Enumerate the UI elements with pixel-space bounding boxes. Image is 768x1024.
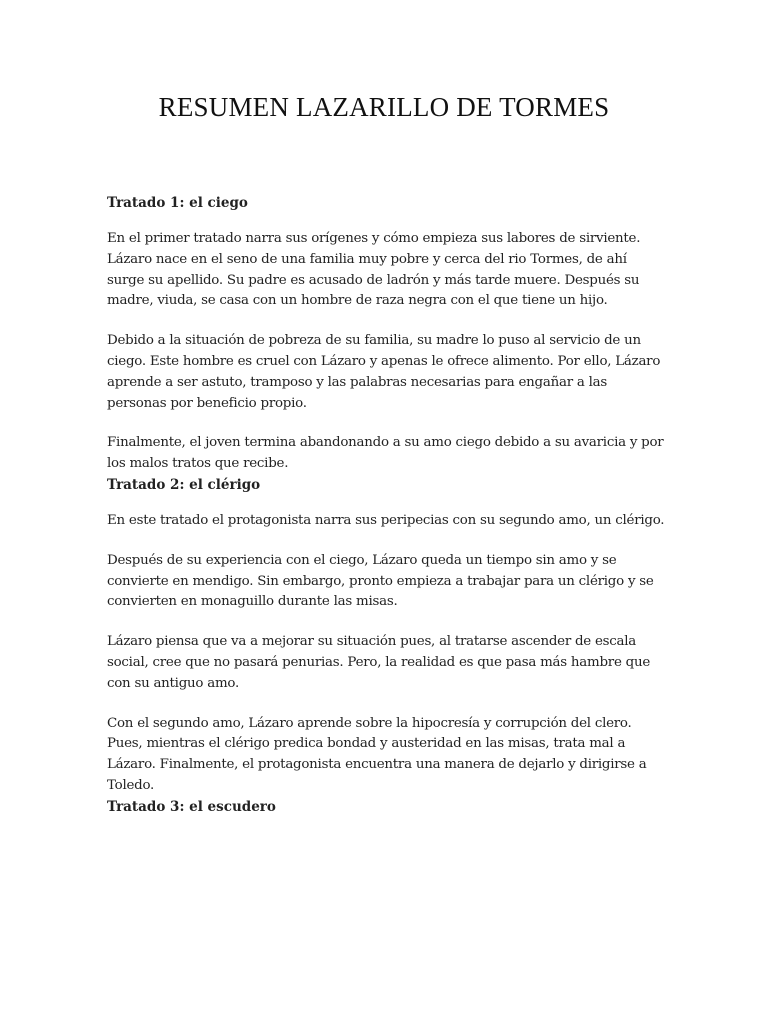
paragraph: En este tratado el protagonista narra sus peripecias con su segundo amo, un clérigo. [107,512,665,528]
section-tratado-2 [107,475,667,797]
paragraph: Con el segundo amo, Lázaro aprende sobre la hipocresía y corrupción del clero. Pues, mientras el clérigo predica bondad y austeridad en las misas, trata mal a Lázaro. Finalmente, el protagonista encuentra una manera de dejarlo y dirigirse a Toledo. [107,715,647,793]
paragraph: Después de su experiencia con el ciego, Lázaro queda un tiempo sin amo y se convierte en mendigo. Sin embargo, pronto empieza a trabajar para un clérigo y se convierten en monaguillo durante las misas. [107,552,654,610]
paragraph: Debido a la situación de pobreza de su familia, su madre lo puso al servicio de un ciego. Este hombre es cruel con Lázaro y apenas le ofrece alimento. Por ello, Lázaro aprende a ser astuto, tramposo y las palabras necesarias para engañar a las personas por beneficio propio. [107,333,661,411]
section-tratado-1 [107,193,667,475]
section-heading: Tratado 2: el clérigo [107,476,261,493]
page-title: RESUMEN LAZARILLO DE TORMES [158,92,610,122]
paragraph: Lázaro piensa que va a mejorar su situación pues, al tratarse ascender de escala social, cree que no pasará penurias. Pero, la realidad es que pasa más hambre que con su antiguo amo. [107,634,650,691]
document-body [107,193,667,833]
paragraph: Finalmente, el joven termina abandonando a su amo ciego debido a su avaricia y por los malos tratos que recibe. [107,435,664,472]
section-heading: Tratado 3: el escudero [107,798,276,815]
paragraph: En el primer tratado narra sus orígenes y cómo empieza sus labores de sirviente. Lázaro nace en el seno de una familia muy pobre y cerca del rio Tormes, de ahí surge su apellido. Su padre es acusado de ladrón y más tarde muere. Después su madre, viuda, se casa con un hombre de raza negra con el que tiene un hijo. [107,231,641,309]
section-heading: Tratado 1: el ciego [107,195,248,211]
section-tratado-3 [107,797,667,818]
